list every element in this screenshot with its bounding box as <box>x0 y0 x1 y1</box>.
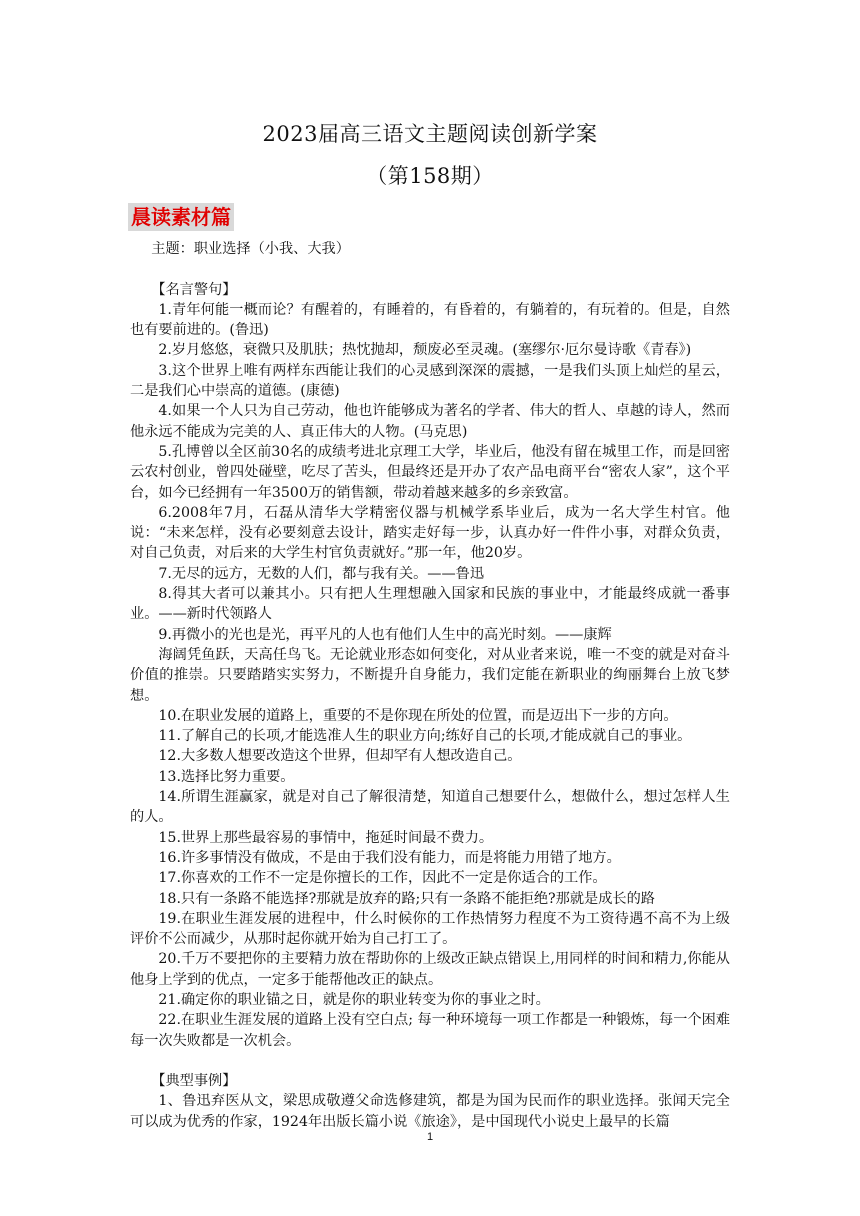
quote-item: 13.选择比努力重要。 <box>158 768 295 785</box>
cases-heading: 【典型事例】 <box>151 1073 237 1090</box>
page-title: 2023届高三语文主题阅读创新学案 <box>262 122 598 146</box>
quote-item: 17.你喜欢的工作不一定是你擅长的工作，因此不一定是你适合的工作。 <box>158 870 607 887</box>
quote-item: 20.千万不要把你的主要精力放在帮助你的上级改正缺点错误上,用同样的时间和精力,你能从他身上学到的优点，一定多于能帮他改正的缺点。 <box>130 951 730 988</box>
quote-item: 7.无尽的远方，无数的人们，都与我有关。——鲁迅 <box>158 565 485 582</box>
quote-item: 5.孔博曾以全区前30名的成绩考进北京理工大学，毕业后，他没有留在城里工作，而是回密云农村创业，曾四处碰壁，吃尽了苦头，但最终还是开办了农产品电商平台“密农人家”，这个平台，如今已经拥有一年3500万的销售额，带动着越来越多的乡亲致富。 <box>130 443 730 501</box>
quote-item: 9.再微小的光也是光，再平凡的人也有他们人生中的高光时刻。——康辉 <box>158 626 612 643</box>
spacer <box>130 259 730 279</box>
quote-item: 12.大多数人想要改造这个世界，但却罕有人想改造自己。 <box>158 748 522 765</box>
quote-item: 16.许多事情没有做成，不是由于我们没有能力，而是将能力用错了地方。 <box>158 849 621 866</box>
quote-item: 1.青年何能一概而论？有醒着的，有睡着的，有昏着的，有躺着的，有玩着的。但是，自然也有要前进的。(鲁迅) <box>130 301 730 339</box>
quote-item: 8.得其大者可以兼其小。只有把人生理想融入国家和民族的事业中，才能最终成就一番事业。——新时代领路人 <box>130 586 730 623</box>
quote-item: 18.只有一条路不能选择?那就是放弃的路;只有一条路不能拒绝?那就是成长的路 <box>158 890 655 907</box>
quote-item: 4.如果一个人只为自己劳动，他也许能够成为著名的学者、伟大的哲人、卓越的诗人，然而他永远不能成为完美的人、真正伟大的人物。(马克思) <box>130 403 730 440</box>
quotes-heading: 【名言警句】 <box>151 281 237 298</box>
page-number: 1 <box>426 1131 434 1143</box>
quote-item: 10.在职业发展的道路上，重要的不是你现在所处的位置，而是迈出下一步的方向。 <box>158 707 678 724</box>
case-item: 1、鲁迅弃医从文，梁思成敬遵父命选修建筑，都是为国为民而作的职业选择。张闻天完全可以成为优秀的作家，1924年出版长篇小说《旅途》，是中国现代小说史上最早的长篇 <box>130 1093 730 1130</box>
document-body <box>130 239 730 1132</box>
quote-item: 3.这个世界上唯有两样东西能让我们的心灵感到深深的震撼，一是我们头顶上灿烂的星云，二是我们心中崇高的道德。(康德) <box>130 362 730 400</box>
quote-item: 2.岁月悠悠，衰微只及肌肤；热忱抛却，颓废必至灵魂。(塞缪尔·厄尔曼诗歌《青春》) <box>158 342 692 359</box>
quote-item: 11.了解自己的长项,才能选准人生的职业方向;练好自己的长项,才能成就自己的事业。 <box>158 728 692 745</box>
quote-item: 22.在职业生涯发展的道路上没有空白点; 每一种环境每一项工作都是一种锻炼，每一个困难每一次失败都是一次机会。 <box>130 1012 730 1049</box>
spacer <box>130 1051 730 1071</box>
section-banner: 晨读素材篇 <box>128 203 234 231</box>
quote-item: 15.世界上那些最容易的事情中，拖延时间最不费力。 <box>158 829 494 846</box>
quote-item: 14.所谓生涯赢家，就是对自己了解很清楚，知道自己想要什么，想做什么，想过怎样人生的人。 <box>130 789 730 826</box>
quote-item: 21.确定你的职业锚之日，就是你的职业转变为你的事业之时。 <box>158 991 550 1008</box>
issue-number: （第158期） <box>366 164 494 188</box>
quote-item: 6.2008年7月，石磊从清华大学精密仪器与机械学系毕业后，成为一名大学生村官。他说：“未来怎样，没有必要刻意去设计，踏实走好每一步，认真办好一件件小事，对群众负责，对自己负责，对后来的大学生村官负责就好。”那一年，他20岁。 <box>130 504 730 562</box>
quote-item: 海阔凭鱼跃，天高任鸟飞。无论就业形态如何变化，对从业者来说，唯一不变的就是对奋斗价值的推崇。只要踏踏实实努力，不断提升自身能力，我们定能在新职业的绚丽舞台上放飞梦想。 <box>130 646 730 704</box>
quote-item: 19.在职业生涯发展的进程中，什么时候你的工作热情努力程度不为工资待遇不高不为上级评价不公而减少，从那时起你就开始为自己打工了。 <box>130 910 730 948</box>
topic-line: 主题：职业选择（小我、大我） <box>151 241 350 257</box>
